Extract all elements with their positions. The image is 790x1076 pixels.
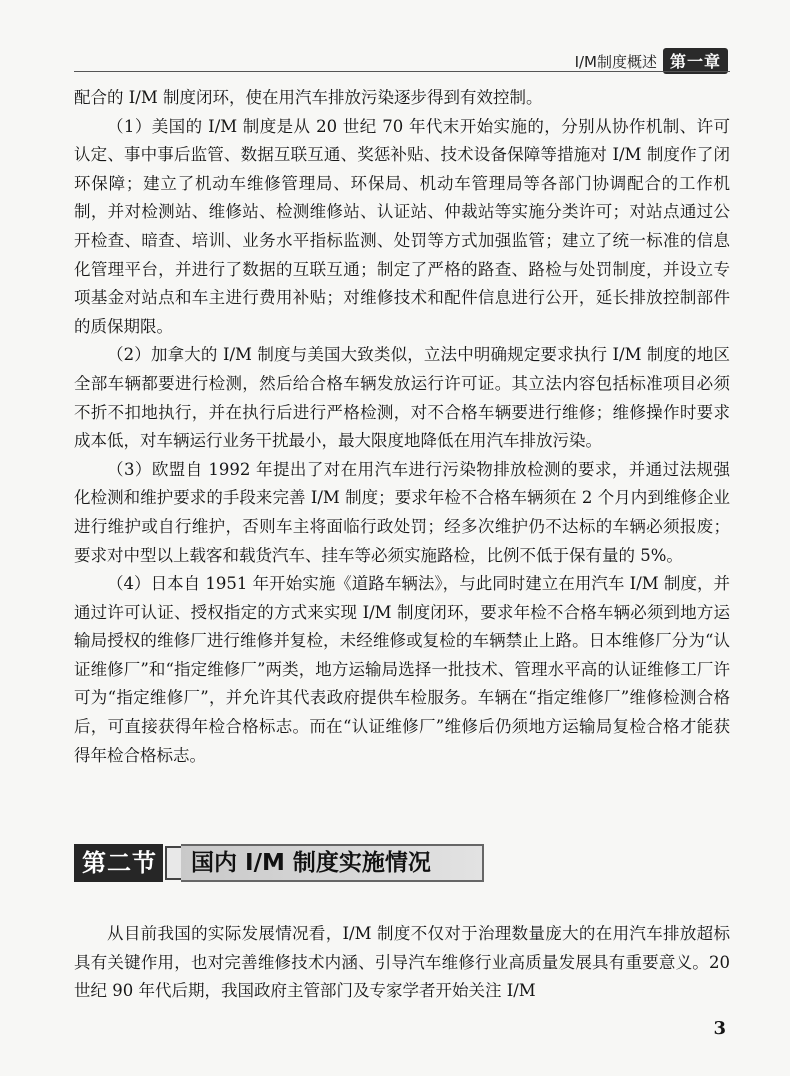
section-heading	[74, 843, 484, 883]
paragraph-japan: （4）日本自 1951 年开始实施《道路车辆法》，与此同时建立在用汽车 I/M 制度，并通过许可认证、授权指定的方式来实现 I/M 制度闭环，要求年检不合格车辆必须到地方运输局授权的维修厂进行维修并复检，未经维修或复检的车辆禁止上路。日本维修厂分为“认证维修厂”和“指定维修厂”两类，地方运输局选择一批技术、管理水平高的认证维修工厂许可为“指定维修厂”，并允许其代表政府提供车检服务。车辆在“指定维修厂”维修检测合格后，可直接获得年检合格标志。而在“认证维修厂”维修后仍须地方运输局复检合格才能获得年检合格标志。	[74, 574, 730, 765]
body-text	[74, 84, 730, 770]
header-divider	[74, 71, 730, 72]
section-number: 第二节	[74, 844, 163, 882]
paragraph-domestic: 从目前我国的实际发展情况看，I/M 制度不仅对于治理数量庞大的在用汽车排放超标具有关键作用，也对完善维修技术内涵、引导汽车维修行业高质量发展具有重要意义。20 世纪 90 年代后期，我国政府主管部门及专家学者开始关注 I/M	[74, 924, 730, 1001]
section-body	[74, 920, 730, 1006]
chapter-badge: 第一章	[663, 48, 728, 74]
paragraph-canada: （2）加拿大的 I/M 制度与美国大致类似，立法中明确规定要求执行 I/M 制度的地区全部车辆都要进行检测，然后给合格车辆发放运行许可证。其立法内容包括标准项目必须不折不扣地执行，并在执行后进行严格检测，对不合格车辆要进行维修；维修操作时要求成本低，对车辆运行业务干扰最小，最大限度地降低在用汽车排放污染。	[74, 345, 730, 451]
section-bracket-decoration	[165, 846, 181, 880]
header-title: I/M制度概述	[574, 52, 657, 71]
section-title: 国内 I/M 制度实施情况	[181, 844, 484, 882]
paragraph-eu: （3）欧盟自 1992 年提出了对在用汽车进行污染物排放检测的要求，并通过法规强化检测和维护要求的手段来完善 I/M 制度；要求年检不合格车辆须在 2 个月内到维修企业进行维护或自行维护，否则车主将面临行政处罚；经多次维护仍不达标的车辆必须报废；要求对中型以上载客和载货汽车、挂车等必须实施路检，比例不低于保有量的 5%。	[74, 459, 730, 565]
page-number: 3	[713, 1018, 726, 1039]
paragraph-usa: （1）美国的 I/M 制度是从 20 世纪 70 年代末开始实施的，分别从协作机制、许可认定、事中事后监管、数据互联互通、奖惩补贴、技术设备保障等措施对 I/M 制度作了闭环保障；建立了机动车维修管理局、环保局、机动车管理局等各部门协调配合的工作机制，并对检测站、维修站、检测维修站、认证站、仲裁站等实施分类许可；对站点通过公开检查、暗查、培训、业务水平指标监测、处罚等方式加强监管；建立了统一标准的信息化管理平台，并进行了数据的互联互通；制定了严格的路查、路检与处罚制度，并设立专项基金对站点和车主进行费用补贴；对维修技术和配件信息进行公开，延长排放控制部件的质保期限。	[74, 116, 730, 336]
paragraph-intro: 配合的 I/M 制度闭环，使在用汽车排放污染逐步得到有效控制。	[74, 88, 543, 107]
